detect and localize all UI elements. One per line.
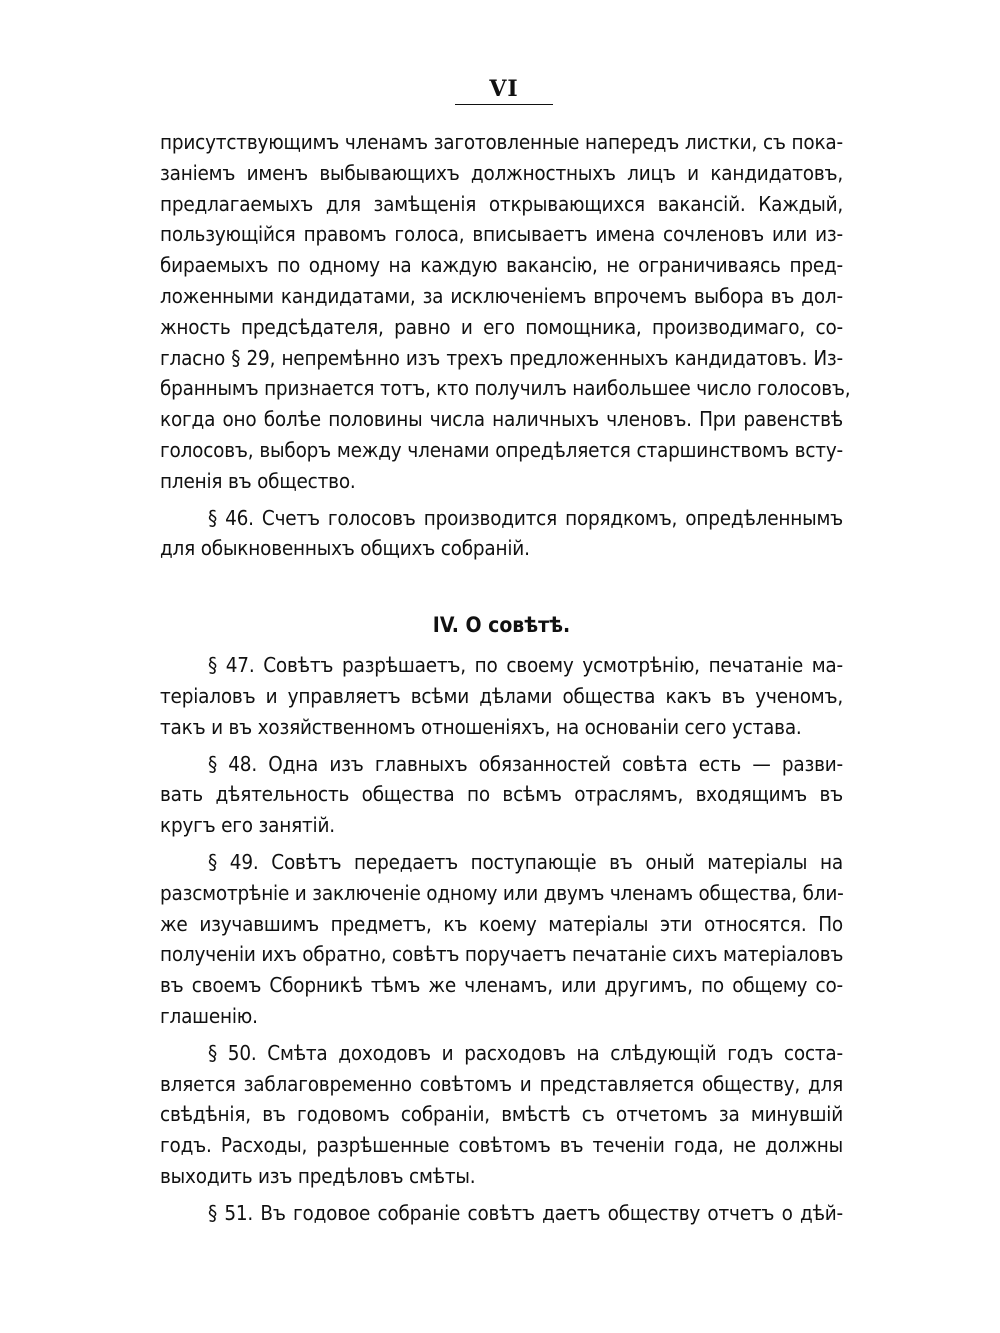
paragraph-continued (160, 127, 851, 497)
text-line: § 46. Счетъ голосовъ производится порядкомъ, опредѣленнымъ (208, 505, 843, 530)
paragraph-46 (160, 503, 843, 565)
paragraph-50 (160, 1038, 843, 1192)
text-line: теріаловъ и управляетъ всѣми дѣлами общества какъ въ ученомъ, (160, 683, 843, 708)
text-line: § 48. Одна изъ главныхъ обязанностей совѣта есть — разви- (208, 751, 843, 776)
text-line: глашенію. (160, 1003, 258, 1028)
text-line: же изучавшимъ предметъ, къ коему матеріалы эти относятся. По (160, 911, 843, 936)
text-line: § 51. Въ годовое собраніе совѣтъ даетъ обществу отчетъ о дѣй- (208, 1200, 843, 1225)
text-line: свѣдѣнія, въ годовомъ собраніи, вмѣстѣ съ отчетомъ за минувшій (160, 1102, 843, 1127)
text-line: такъ и въ хозяйственномъ отношеніяхъ, на основаніи сего устава. (160, 714, 802, 739)
text-line: годъ. Расходы, разрѣшенные совѣтомъ въ теченіи года, не должны (160, 1133, 843, 1158)
body-text (160, 127, 851, 1229)
section-heading: IV. О совѣтѣ. (432, 613, 571, 638)
text-line: браннымъ признается тотъ, кто получилъ наибольшее число голосовъ, (160, 376, 851, 401)
text-line: когда оно болѣе половины числа наличныхъ членовъ. При равенствѣ (160, 407, 843, 432)
text-line: вляется заблаговременно совѣтомъ и представляется обществу, для (160, 1071, 843, 1096)
text-line: гласно § 29, непремѣнно изъ трехъ предложенныхъ кандидатовъ. Из- (160, 345, 843, 370)
text-line: кругъ его занятій. (160, 813, 335, 838)
text-line: ложенными кандидатами, за исключеніемъ впрочемъ выбора въ дол- (160, 283, 843, 308)
text-line: вать дѣятельность общества по всѣмъ отраслямъ, входящимъ въ (160, 782, 843, 807)
text-line: для обыкновенныхъ общихъ собраній. (160, 536, 530, 561)
text-line: жность предсѣдателя, равно и его помощника, производимаго, со- (160, 314, 843, 339)
page-number: VI (489, 76, 519, 102)
page-number-rule (455, 104, 553, 105)
text-line: пленія въ общество. (160, 468, 356, 493)
text-line: выходить изъ предѣловъ смѣты. (160, 1163, 476, 1188)
text-line: заніемъ именъ выбывающихъ должностныхъ лицъ и кандидатовъ, (160, 160, 843, 185)
text-line: голосовъ, выборъ между членами опредѣляется старшинствомъ всту- (160, 437, 843, 462)
text-line: пользующійся правомъ голоса, вписываетъ имена сочленовъ или из- (160, 222, 843, 247)
paragraph-49 (160, 847, 843, 1032)
text-line: § 49. Совѣтъ передаетъ поступающіе въ оный матеріалы на (208, 849, 843, 874)
text-line: присутствующимъ членамъ заготовленные напередъ листки, съ пока- (160, 130, 843, 154)
paragraph-47 (160, 650, 843, 742)
paragraph-51 (160, 1198, 843, 1229)
text-line: предлагаемыхъ для замѣщенія открывающихся вакансій. Каждый, (160, 191, 843, 216)
text-line: разсмотрѣніе и заключеніе одному или двумъ членамъ общества, бли- (160, 880, 844, 905)
text-line: § 47. Совѣтъ разрѣшаетъ, по своему усмотрѣнію, печатаніе ма- (208, 653, 843, 678)
text-line: § 50. Смѣта доходовъ и расходовъ на слѣдующій годъ соста- (208, 1040, 843, 1065)
paragraph-48 (160, 749, 843, 841)
text-line: полученіи ихъ обратно, совѣтъ поручаетъ печатаніе сихъ матеріаловъ (160, 942, 844, 967)
text-line: бираемыхъ по одному на каждую вакансію, не ограничиваясь пред- (160, 253, 843, 278)
text-line: въ своемъ Сборникѣ тѣмъ же членамъ, или другимъ, по общему со- (160, 973, 843, 998)
